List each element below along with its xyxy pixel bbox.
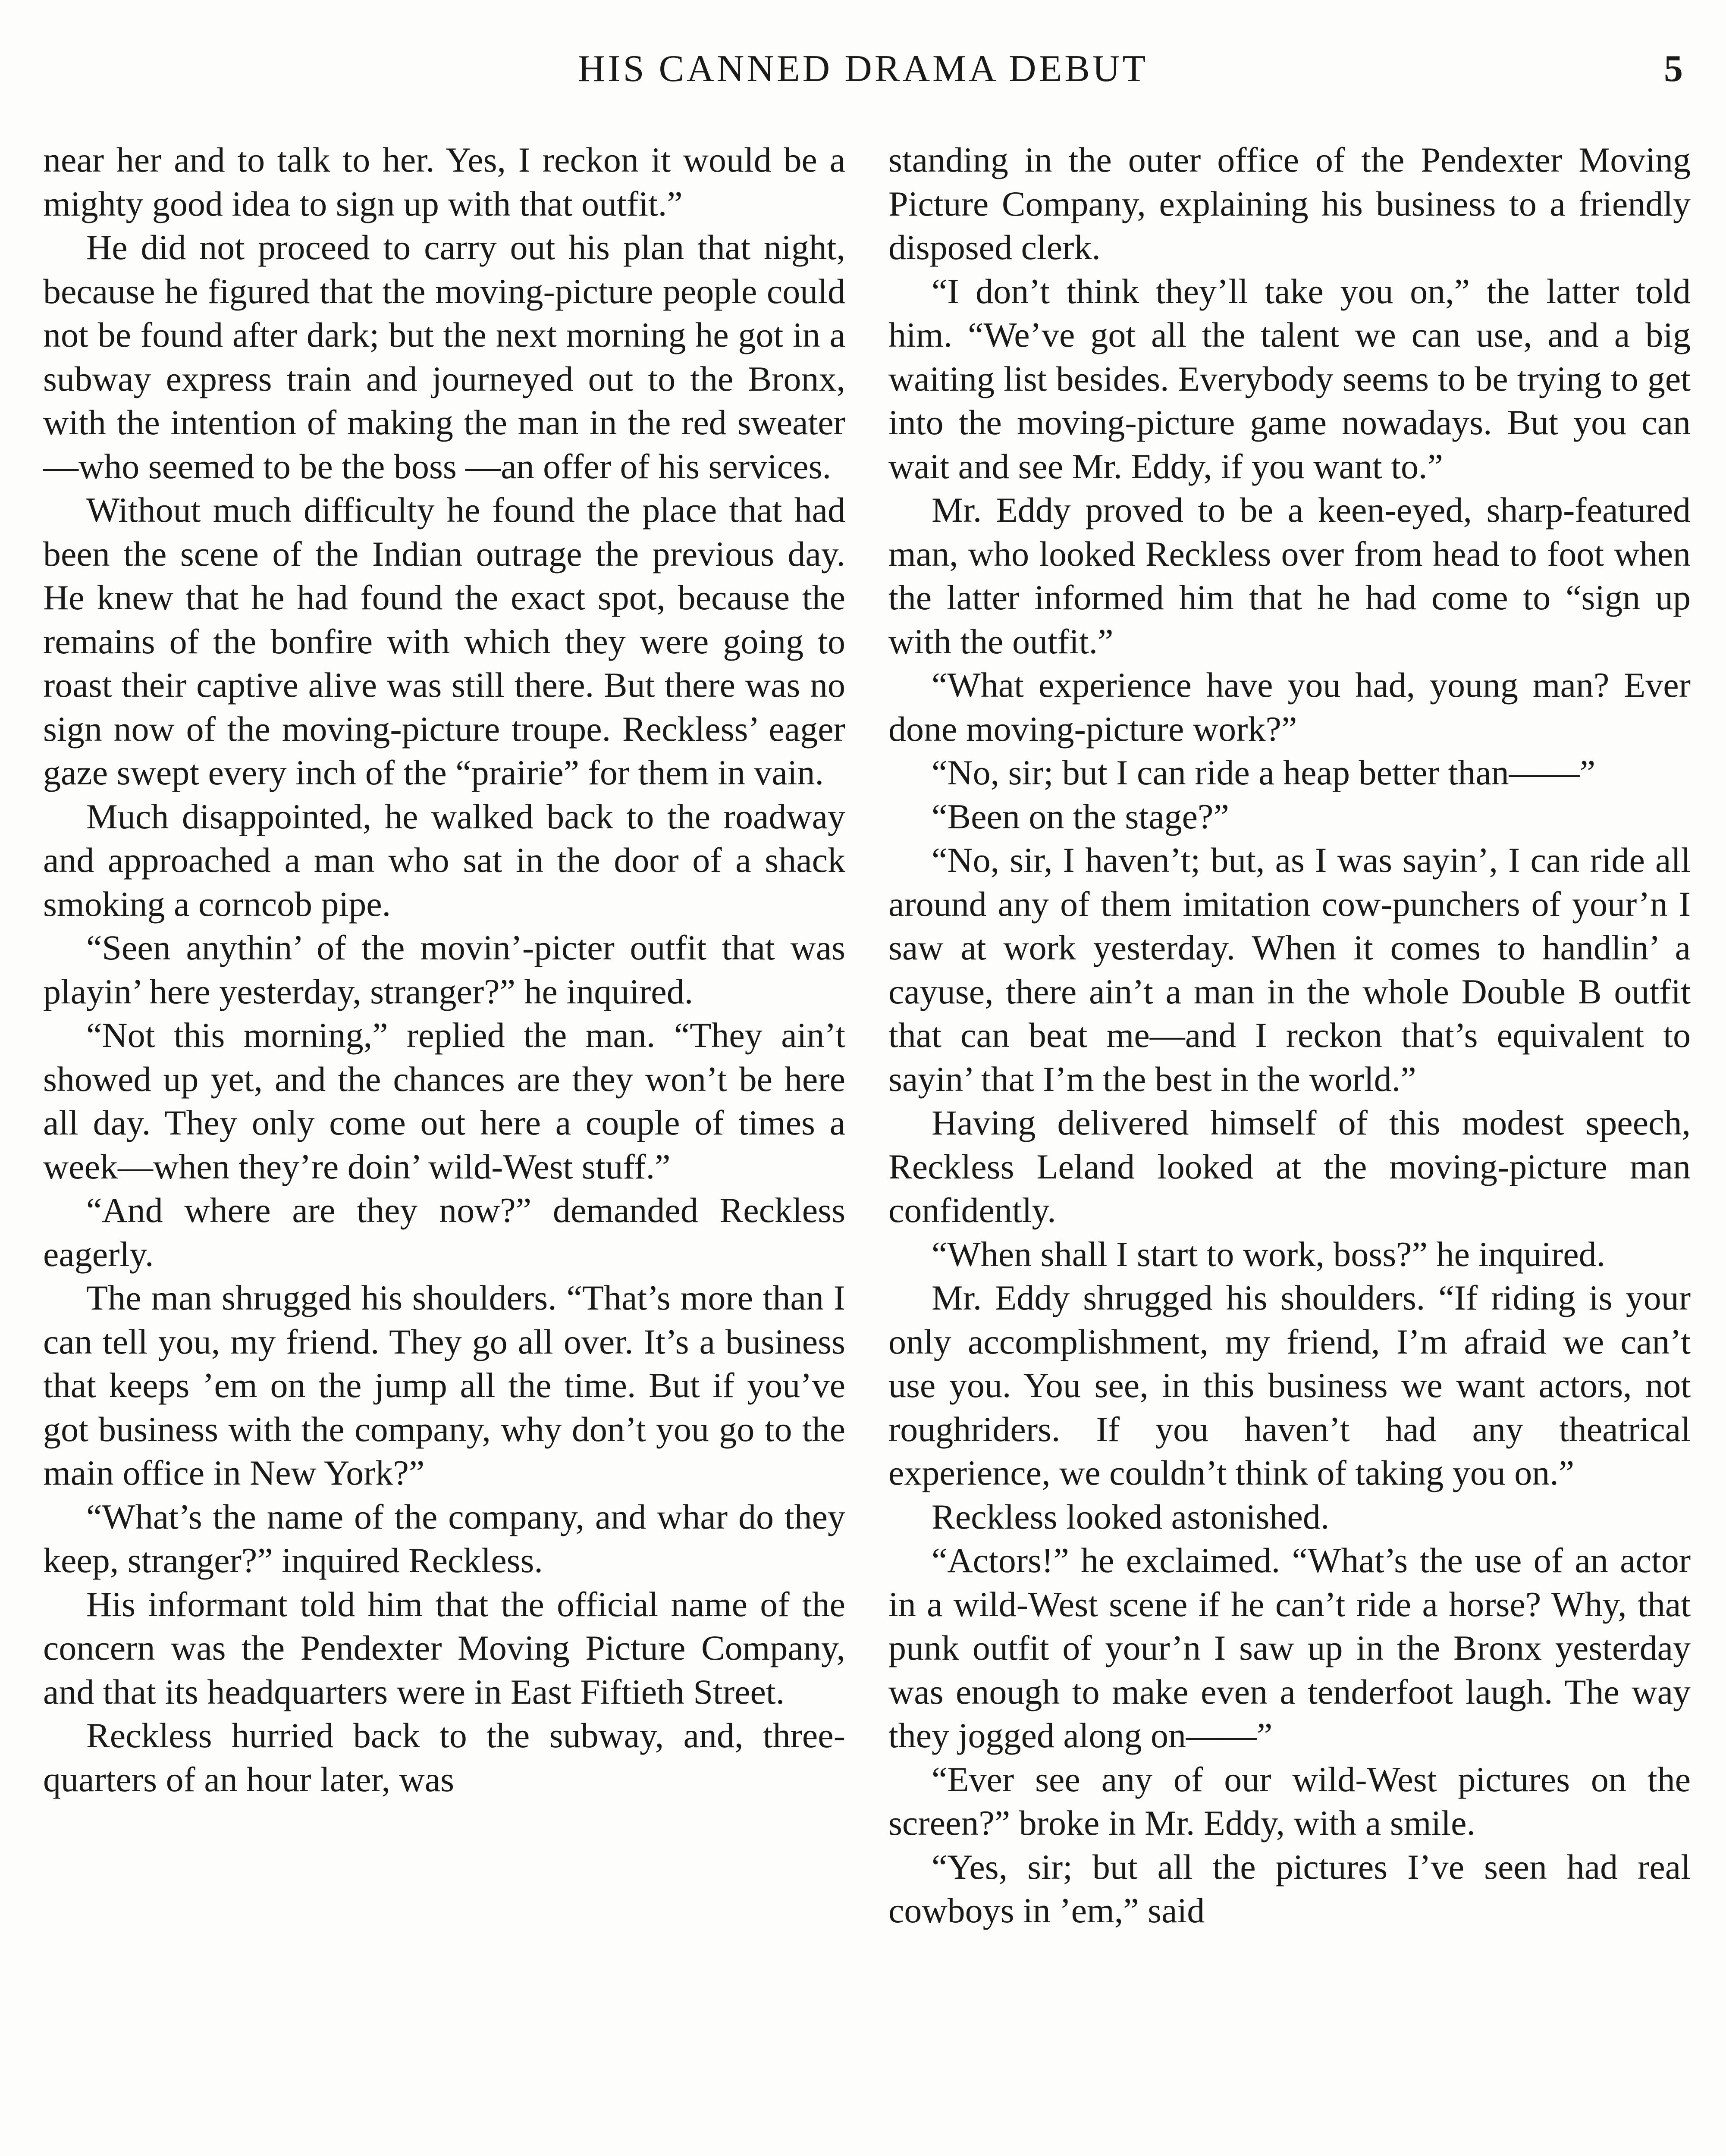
paragraph: “I don’t think they’ll take you on,” the latter told him. “We’ve got all the talent we can use, and a big waiting list besides. Everybody seems to be trying to get into the moving-picture game nowadays. But you can wait and see Mr. Eddy, if you want to.” [888, 271, 1691, 486]
running-title: HIS CANNED DRAMA DEBUT [577, 48, 1149, 90]
paragraph: His informant told him that the official name of the concern was the Pendexter Moving Picture Company, and that its headquarters were in East Fiftieth Street. [43, 1584, 845, 1711]
paragraph: “Yes, sir; but all the pictures I’ve seen had real cowboys in ’em,” said [888, 1847, 1691, 1930]
paragraph: “When shall I start to work, boss?” he inquired. [932, 1234, 1606, 1274]
right-column [888, 138, 1691, 2156]
paragraph: standing in the outer office of the Pendexter Moving Picture Company, explaining his business to a friendly disposed clerk. [888, 140, 1691, 267]
paragraph: “Ever see any of our wild-West pictures on the screen?” broke in Mr. Eddy, with a smile. [888, 1759, 1691, 1843]
paragraph: Having delivered himself of this modest speech, Reckless Leland looked at the moving-picture man confidently. [888, 1103, 1691, 1230]
paragraph: Mr. Eddy proved to be a keen-eyed, sharp-featured man, who looked Reckless over from head to foot when the latter informed him that he had come to “sign up with the outfit.” [888, 490, 1691, 661]
paragraph: near her and to talk to her. Yes, I reckon it would be a mighty good idea to sign up with that outfit.” [43, 140, 845, 223]
paragraph: He did not proceed to carry out his plan that night, because he figured that the moving-picture people could not be found after dark; but the next morning he got in a subway express train and journeyed out to the Bronx, with the intention of making the man in the red sweater—who seemed to be the boss —an offer of his services. [43, 228, 845, 486]
paragraph: “Not this morning,” replied the man. “They ain’t showed up yet, and the chances are they won’t be here all day. They only come out here a couple of times a week—when they’re doin’ wild-West stuff.” [43, 1015, 845, 1186]
paragraph: Much disappointed, he walked back to the roadway and approached a man who sat in the door of a shack smoking a corncob pipe. [43, 796, 845, 924]
paragraph: “What’s the name of the company, and whar do they keep, stranger?” inquired Reckless. [43, 1497, 845, 1580]
paragraph: “And where are they now?” demanded Reckless eagerly. [43, 1191, 845, 1274]
paragraph: “Been on the stage?” [932, 796, 1229, 836]
paragraph: Reckless hurried back to the subway, and, three-quarters of an hour later, was [43, 1716, 845, 1799]
paragraph: Mr. Eddy shrugged his shoulders. “If riding is your only accomplishment, my friend, I’m afraid we can’t use you. You see, in this business we want actors, not roughriders. If you haven’t had any theatrical experience, we couldn’t think of taking you on.” [888, 1278, 1691, 1492]
paragraph: “No, sir, I haven’t; but, as I was sayin’, I can ride all around any of them imitation cow-punchers of your’n I saw at work yesterday. When it comes to handlin’ a cayuse, there ain’t a man in the whole Double B outfit that can beat me—and I reckon that’s equivalent to sayin’ that I’m the best in the world.” [888, 840, 1691, 1099]
left-column [43, 138, 845, 2156]
paragraph: Without much difficulty he found the place that had been the scene of the Indian outrage the previous day. He knew that he had found the exact spot, because the remains of the bonfire with which they were going to roast their captive alive was still there. But there was no sign now of the moving-picture troupe. Reckless’ eager gaze swept every inch of the “prairie” for them in vain. [43, 490, 845, 792]
paragraph: The man shrugged his shoulders. “That’s more than I can tell you, my friend. They go all over. It’s a business that keeps ’em on the jump all the time. But if you’ve got business with the company, why don’t you go to the main office in New York?” [43, 1278, 845, 1492]
paragraph: Reckless looked astonished. [932, 1497, 1330, 1536]
paragraph: “Seen anythin’ of the movin’-picter outfit that was playin’ here yesterday, stranger?” he inquired. [43, 928, 845, 1011]
paragraph: “What experience have you had, young man? Ever done moving-picture work?” [888, 665, 1691, 749]
page-number: 5 [1664, 48, 1683, 90]
paragraph: “Actors!” he exclaimed. “What’s the use of an actor in a wild-West scene if he can’t ride a horse? Why, that punk outfit of your’n I saw up in the Bronx yesterday was enough to make even a tenderfoot laugh. The way they jogged along on——” [888, 1541, 1691, 1755]
paragraph: “No, sir; but I can ride a heap better than——” [932, 753, 1596, 792]
page-header [43, 43, 1683, 95]
